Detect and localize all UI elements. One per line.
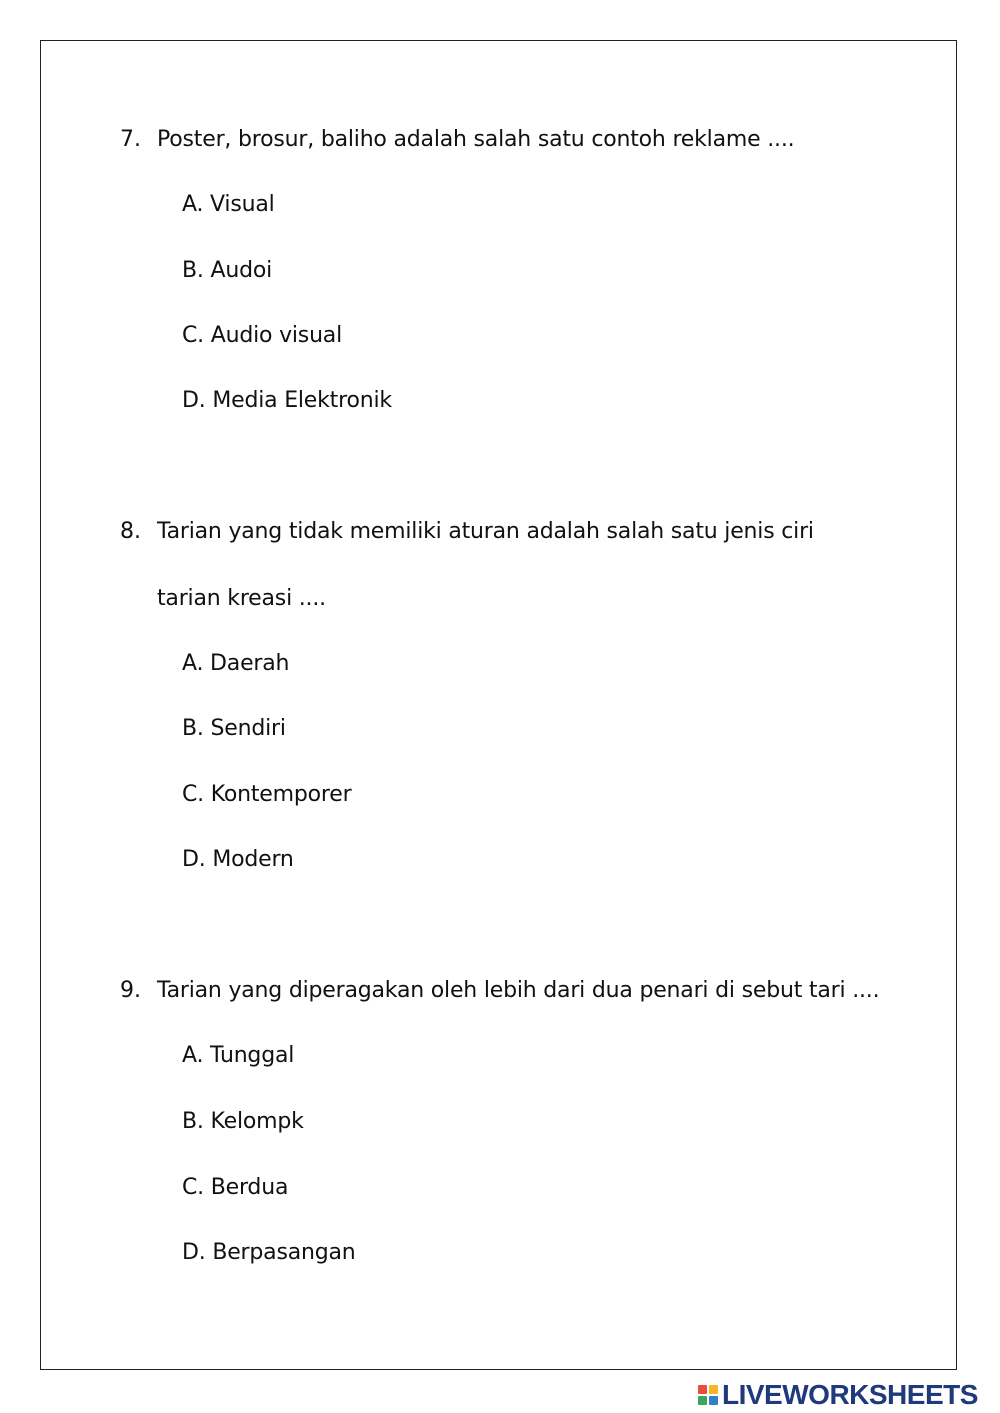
- question-number: 9.: [120, 978, 141, 1003]
- brand-name: LIVEWORKSHEETS: [722, 1379, 978, 1410]
- question-number: 7.: [120, 127, 141, 152]
- question-text-continued: tarian kreasi ....: [157, 586, 326, 611]
- option-c[interactable]: C. Audio visual: [182, 323, 343, 348]
- liveworksheets-logo: [698, 1380, 978, 1410]
- option-d[interactable]: D. Modern: [182, 847, 294, 872]
- option-d[interactable]: D. Media Elektronik: [182, 388, 392, 413]
- option-b[interactable]: B. Kelompk: [182, 1109, 304, 1134]
- option-d[interactable]: D. Berpasangan: [182, 1240, 356, 1265]
- question-text: Tarian yang tidak memiliki aturan adalah salah satu jenis ciri: [157, 519, 814, 544]
- question-text: Poster, brosur, baliho adalah salah satu contoh reklame ....: [157, 127, 795, 152]
- option-a[interactable]: A. Tunggal: [182, 1043, 295, 1068]
- question-number: 8.: [120, 519, 141, 544]
- option-c[interactable]: C. Berdua: [182, 1175, 289, 1200]
- option-c[interactable]: C. Kontemporer: [182, 782, 352, 807]
- logo-mark-icon: [698, 1385, 718, 1405]
- option-b[interactable]: B. Audoi: [182, 258, 273, 283]
- question-text: Tarian yang diperagakan oleh lebih dari dua penari di sebut tari ....: [157, 978, 880, 1003]
- option-a[interactable]: A. Visual: [182, 192, 275, 217]
- option-b[interactable]: B. Sendiri: [182, 716, 286, 741]
- option-a[interactable]: A. Daerah: [182, 651, 290, 676]
- worksheet-frame: [40, 40, 957, 1370]
